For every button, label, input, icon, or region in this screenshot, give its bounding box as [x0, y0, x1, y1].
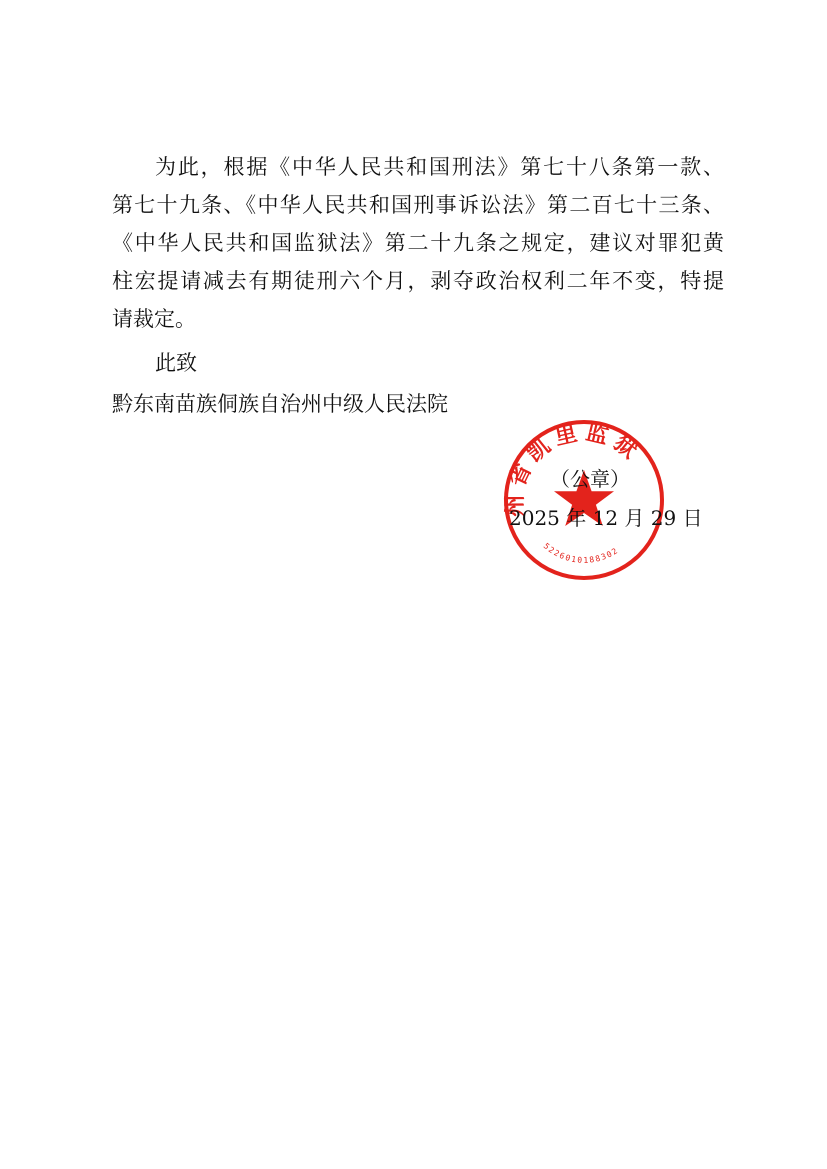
salutation: 此致: [155, 351, 197, 375]
paragraph-line-5: 请裁定。: [112, 307, 196, 331]
paragraph-line-2: 第七十九条、《中华人民共和国刑事诉讼法》第二百七十三条、: [112, 193, 724, 217]
paragraph-line-1: 为此，根据《中华人民共和国刑法》第七十八条第一款、: [155, 155, 724, 179]
paragraph-line-3: 《中华人民共和国监狱法》第二十九条之规定，建议对罪犯黄: [112, 231, 724, 255]
seal-number: 5226010188302: [541, 541, 621, 565]
seal-arc-text: 州省凯里监狱: [502, 420, 647, 517]
paragraph-line-4: 柱宏提请减去有期徒刑六个月，剥夺政治权利二年不变，特提: [112, 269, 724, 293]
date: 2025 年 12 月 29 日: [509, 506, 703, 530]
seal-label: （公章）: [550, 467, 630, 491]
official-seal: [502, 418, 666, 582]
seal-graphic: [502, 418, 666, 582]
recipient: 黔东南苗族侗族自治州中级人民法院: [112, 392, 448, 416]
